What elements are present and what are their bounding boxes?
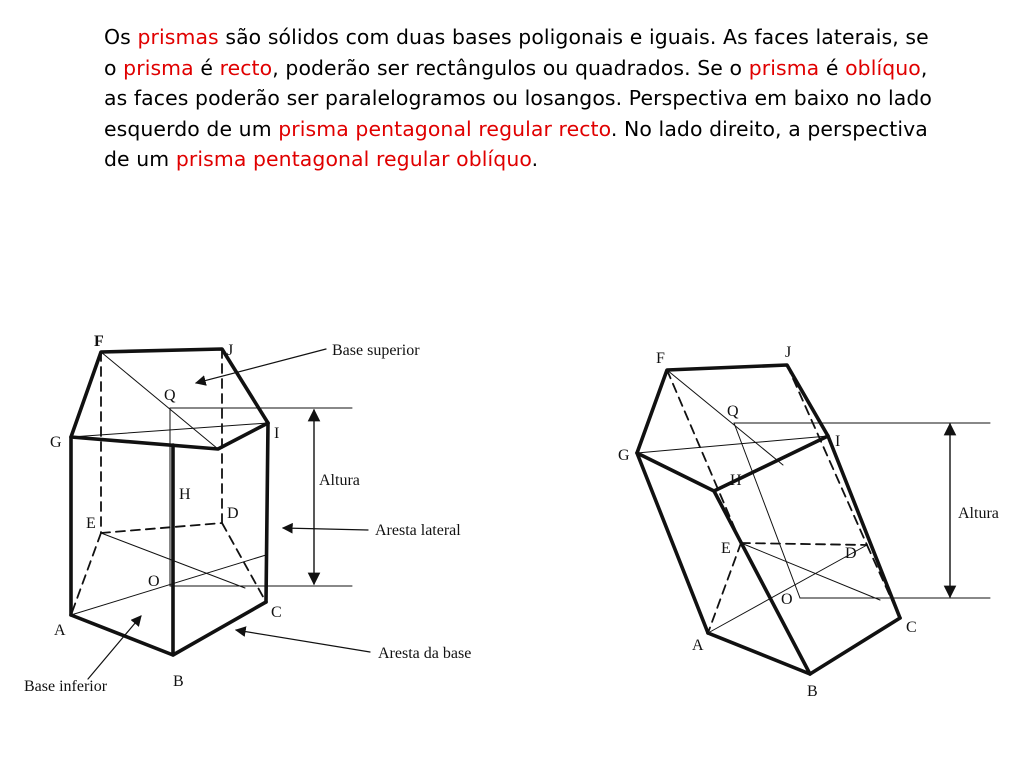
highlighted-term: prisma xyxy=(123,55,194,80)
oblique-vertex-b-label: B xyxy=(807,683,818,700)
highlighted-term: recto xyxy=(219,55,273,80)
oblique-vertex-d-label: D xyxy=(845,545,857,562)
oblique-vertex-e-label: E xyxy=(721,540,731,557)
right-vertex-b-label: B xyxy=(173,673,184,690)
right-vertex-e-label: E xyxy=(86,515,96,532)
oblique-vertex-o-label: O xyxy=(781,591,793,608)
oblique-vertex-j-label: J xyxy=(785,344,792,361)
highlighted-term: prisma pentagonal regular oblíquo xyxy=(175,147,532,171)
aresta-lateral-label: Aresta lateral xyxy=(375,522,461,539)
highlighted-term: prisma pentagonal regular recto xyxy=(278,116,611,141)
paragraph-text: é xyxy=(193,55,220,80)
paragraph-text: . xyxy=(531,147,539,171)
right-prism-diagram xyxy=(71,349,370,679)
paragraph-text: são sólidos com duas bases poligonais e iguais. As faces laterais, se o xyxy=(104,25,929,80)
highlighted-term: prismas xyxy=(137,25,219,49)
oblique-altura-label: Altura xyxy=(958,505,999,522)
right-prism-construction-lines xyxy=(71,352,352,615)
highlighted-term: oblíquo xyxy=(845,55,921,80)
right-vertex-h-label: H xyxy=(179,486,191,503)
paragraph-text: , as faces poderão ser paralelogramos ou losangos. Perspectiva em baixo no lado esquerdo de um xyxy=(104,55,932,141)
right-vertex-a-label: A xyxy=(54,622,66,639)
right-altura-label: Altura xyxy=(319,472,360,489)
right-vertex-c-label: C xyxy=(271,604,282,621)
base-inferior-label: Base inferior xyxy=(24,678,108,695)
paragraph-text: é xyxy=(819,55,846,80)
oblique-vertex-f-label: F xyxy=(656,350,665,367)
oblique-vertex-a-label: A xyxy=(692,637,704,654)
oblique-vertex-g-label: G xyxy=(618,447,630,464)
right-vertex-g-label: G xyxy=(50,434,62,451)
paragraph-text: Os xyxy=(104,25,138,49)
right-vertex-q-label: Q xyxy=(164,387,176,404)
right-vertex-d-label: D xyxy=(227,505,239,522)
oblique-vertex-c-label: C xyxy=(906,619,917,636)
oblique-prism-diagram xyxy=(637,365,990,674)
right-vertex-f-label: F xyxy=(94,333,104,350)
aresta-da-base-label: Aresta da base xyxy=(378,645,472,662)
base-superior-label: Base superior xyxy=(332,342,420,359)
paragraph-text: . No lado direito, a perspectiva de um xyxy=(104,116,928,171)
oblique-vertex-q-label: Q xyxy=(727,403,739,420)
paragraph-text: , poderão ser rectângulos ou quadrados. Se o xyxy=(272,55,749,80)
oblique-prism-visible-edges xyxy=(637,365,900,674)
right-vertex-o-label: O xyxy=(148,573,160,590)
right-vertex-i-label: I xyxy=(274,425,280,442)
highlighted-term: prisma xyxy=(748,55,820,80)
oblique-vertex-h-label: H xyxy=(730,472,742,489)
right-vertex-j-label: J xyxy=(227,342,234,359)
oblique-vertex-i-label: I xyxy=(835,433,841,450)
